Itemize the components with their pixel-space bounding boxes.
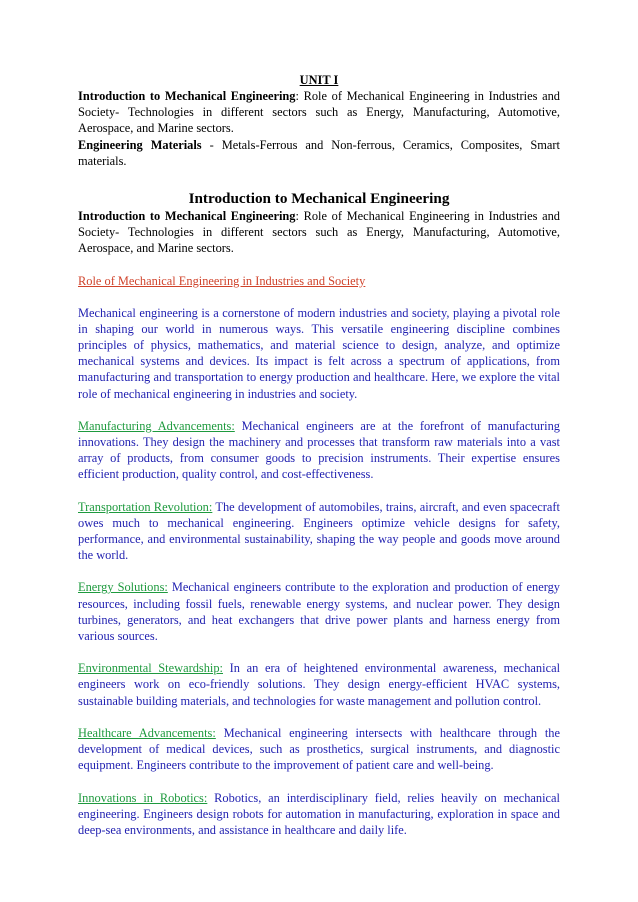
topic-transportation	[78, 499, 560, 564]
topic-robotics	[78, 790, 560, 839]
syllabus-intro	[78, 88, 560, 137]
topic-title: Manufacturing Advancements:	[78, 418, 235, 433]
topic-title: Healthcare Advancements:	[78, 725, 216, 740]
topic-title: Environmental Stewardship:	[78, 661, 223, 676]
overview-paragraph: Mechanical engineering is a cornerstone of modern industries and society, playing a pivotal role in shaping our world in numerous ways. This versatile engineering discipline combines principles of physics, mathematics, and material science to design, analyze, and optimize mechanical systems and devices. Its impact is felt across a spectrum of applications, from manufacturing and transportation to energy production and healthcare. Here, we explore the vital role of mechanical engineering in industries and society.	[78, 305, 560, 401]
topic-manufacturing	[78, 418, 560, 483]
intro-text: : Role of Mechanical Engineering in Industries and Society- Technologies in different sectors such as Energy, Manufacturing, Automotive, Aerospace, and Marine sectors.	[78, 209, 560, 256]
topic-text: In an era of heightened environmental awareness, mechanical engineers work on eco-friendly solutions. They design energy-efficient HVAC systems, sustainable building materials, and technologies for waste management and pollution control.	[78, 661, 561, 708]
syllabus-intro-text: : Role of Mechanical Engineering in Industries and Society- Technologies in different sectors such as Energy, Manufacturing, Automotive, Aerospace, and Marine sectors.	[78, 89, 560, 136]
syllabus-materials-label: Engineering Materials	[78, 137, 202, 152]
topic-text: Mechanical engineers are at the forefront of manufacturing innovations. They design the machinery and processes that transform raw materials into a vast array of products, from consumer goods to precision instruments. Their expertise ensures efficient production, quality control, and cost-effectiveness.	[78, 418, 561, 482]
topic-energy	[78, 579, 560, 644]
topic-text: Mechanical engineering intersects with healthcare through the development of medical devices, such as prosthetics, surgical instruments, and diagnostic equipment. Engineers contribute to the improvement of patient care and well-being.	[78, 725, 560, 773]
topic-environment	[78, 660, 560, 709]
topic-title: Innovations in Robotics:	[78, 790, 208, 805]
syllabus-intro-label: Introduction to Mechanical Engineering	[78, 89, 296, 103]
topic-text: Robotics, an interdisciplinary field, relies heavily on mechanical engineering. Engineers design robots for automation in manufacturing, exploration in space and deep-sea environments, and assistance in healthcare and daily life.	[78, 790, 560, 837]
intro-paragraph	[78, 208, 560, 257]
syllabus-materials-text: - Metals-Ferrous and Non-ferrous, Ceramics, Composites, Smart materials.	[78, 137, 560, 168]
topic-title: Energy Solutions:	[78, 580, 168, 595]
intro-label: Introduction to Mechanical Engineering	[78, 209, 296, 224]
topic-title: Transportation Revolution:	[78, 499, 213, 514]
main-heading: Introduction to Mechanical Engineering	[188, 190, 450, 208]
topic-text: The development of automobiles, trains, aircraft, and even spacecraft owes much to mechanical engineering. Engineers optimize vehicle designs for safety, performance, and environmental sustainability, shaping the way people and goods move around the world.	[78, 499, 560, 563]
topic-healthcare	[78, 725, 560, 774]
topic-text: Mechanical engineers contribute to the exploration and production of energy resources, including fossil fuels, renewable energy systems, and nuclear power. They design turbines, generators, and heat exchangers that drive power plants and harness energy from various sources.	[78, 580, 560, 644]
section-heading-link: Role of Mechanical Engineering in Industries and Society	[78, 273, 366, 288]
unit-title: UNIT I	[299, 73, 339, 87]
syllabus-materials	[78, 137, 560, 169]
